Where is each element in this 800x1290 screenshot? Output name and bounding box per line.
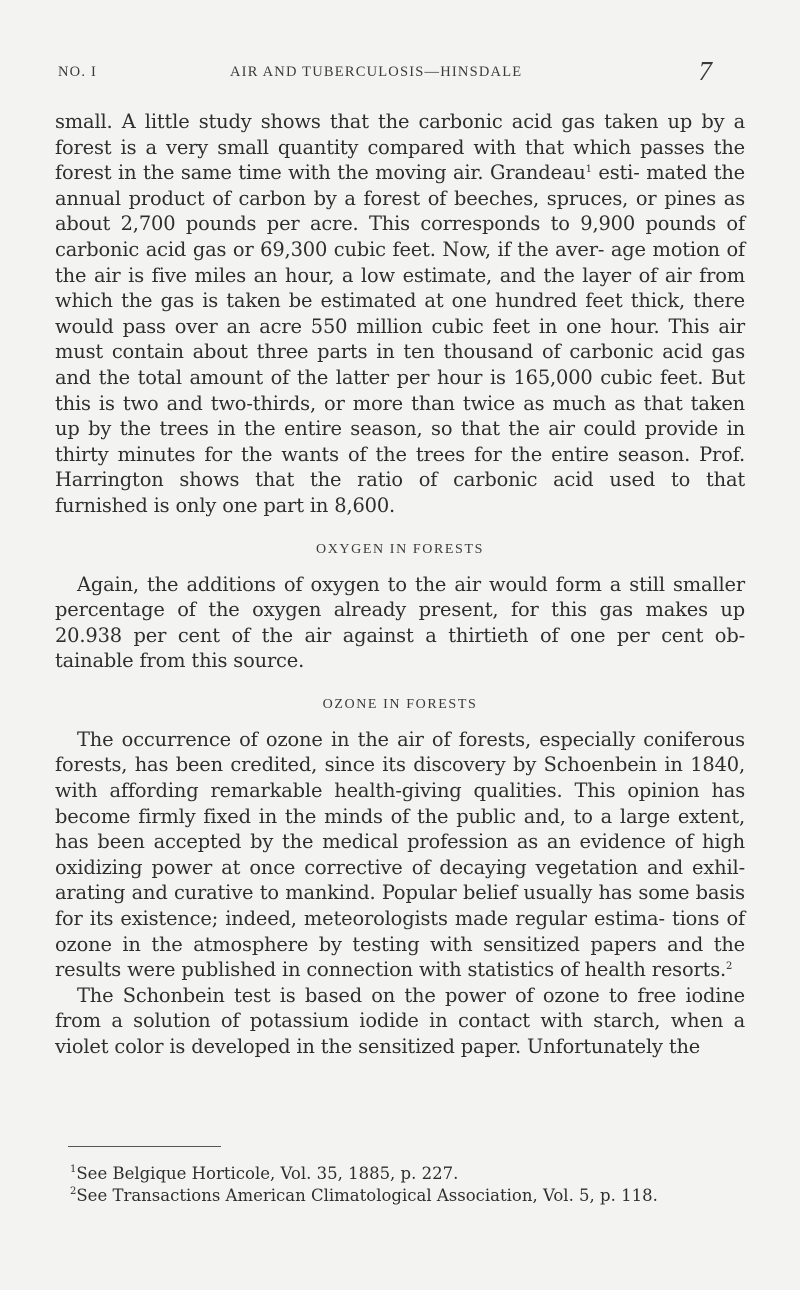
paragraph-schonbein-test: The Schonbein test is based on the power of ozone to free iodine from a solution of potassium iodide in contact with starch, when a violet color is developed in the sensitized paper. Unfortunately the	[55, 983, 745, 1058]
footnote-ref-1: 1	[585, 164, 592, 176]
footnote-mark: 2	[70, 1186, 77, 1197]
paragraph-carbonic-acid	[55, 109, 745, 519]
footnote-1	[70, 1163, 750, 1185]
paragraph-ozone	[55, 727, 745, 983]
footnote-text: See Belgique Horticole, Vol. 35, 1885, p. 227.	[76, 1164, 459, 1183]
running-head	[58, 56, 712, 86]
issue-number: NO. I	[58, 64, 98, 80]
running-title: AIR AND TUBERCULOSIS—HINSDALE	[230, 64, 523, 80]
footnote-mark: 1	[70, 1164, 77, 1175]
footnote-2	[70, 1185, 750, 1207]
section-heading-ozone: OZONE IN FORESTS	[322, 696, 478, 712]
paragraph-text: esti- mated the annual product of carbon by a forest of beeches, spruces, or pines as about 2,700 pounds per acre. This corresponds to 9,900 pounds of carbonic acid gas or 69,300 cubic feet. Now, if the aver- age motion of the air is five miles an hour, a low estimate, and the layer of air from which the gas is taken be estimated at one hundred feet thick, there would pass over an acre 550 million cubic feet in one hour. This air must contain about three parts in ten thousand of carbonic acid gas and the total amount of the latter per hour is 165,000 cubic feet. But this is two and two-thirds, or more than twice as much as that taken up by the trees in the entire season, so that the air could provide in thirty minutes for the wants of the trees for the entire season. Prof. Harrington shows that the ratio of carbonic acid used to that furnished is only one part in 8,600.	[55, 161, 745, 517]
paragraph-oxygen: Again, the additions of oxygen to the air would form a still smaller percentage of the oxygen already present, for this gas makes up 20.938 per cent of the air against a thirtieth of one per cent ob- tainable from this source.	[55, 572, 745, 673]
paragraph-text: The occurrence of ozone in the air of forests, especially coniferous forests, has been credited, since its discovery by Schoenbein in 1840, with affording remarkable health-giving qualities. This opinion has become firmly fixed in the minds of the public and, to a large extent, has been accepted by the medical profession as an evidence of high oxidizing power at once corrective of decaying vegetation and exhil- arating and curative to mankind. Popular belief usually has some basis for its existence; indeed, meteorologists made regular estima- tions of ozone in the atmosphere by testing with sensitized papers and the results were published in connection with statistics of health resorts.	[55, 727, 745, 982]
footnote-ref-2: 2	[726, 961, 733, 973]
footnotes	[70, 1163, 750, 1207]
page-number: 7	[698, 56, 712, 86]
body-text	[55, 109, 745, 1060]
section-heading-oxygen: OXYGEN IN FORESTS	[316, 541, 484, 557]
paragraph-text: small. A little study shows that the carbonic acid gas taken up by a forest is a very small quantity compared with that which passes the forest in the same time with the moving air. Grandeau	[55, 110, 745, 185]
footnote-text: See Transactions American Climatological Association, Vol. 5, p. 118.	[76, 1186, 658, 1205]
footnote-divider	[68, 1146, 221, 1147]
